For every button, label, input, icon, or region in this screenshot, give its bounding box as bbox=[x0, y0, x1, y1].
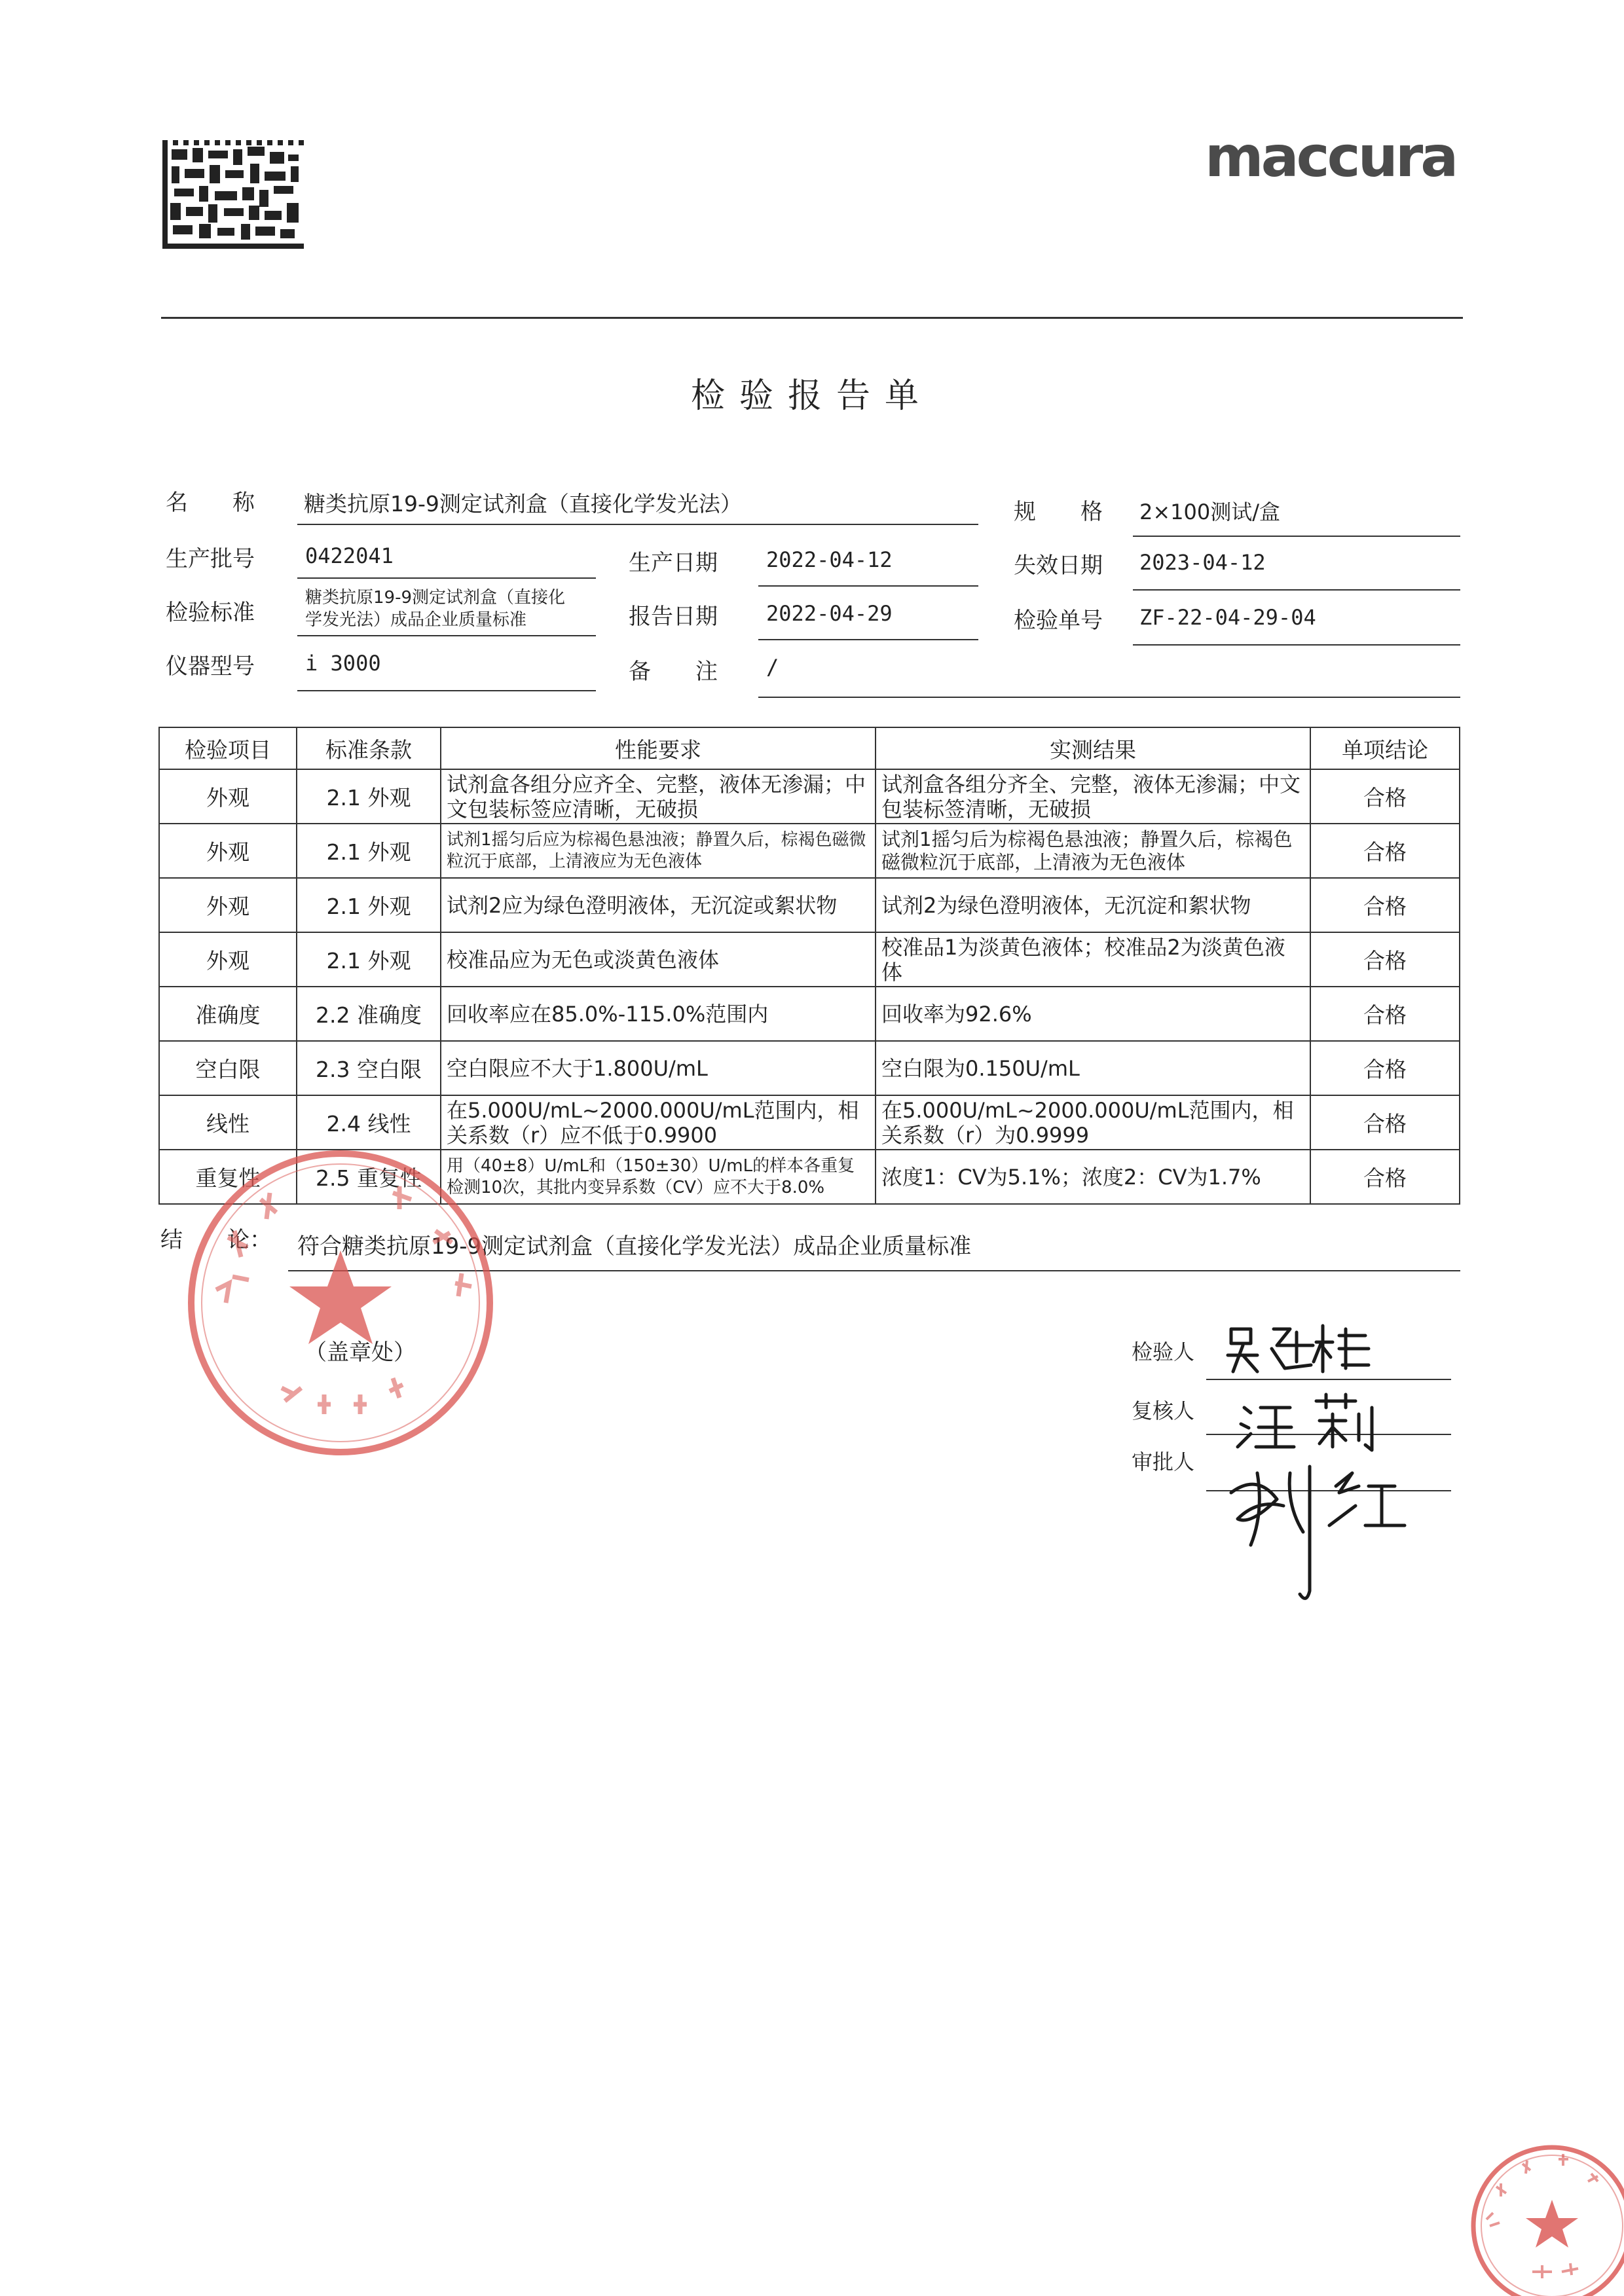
table-row bbox=[159, 1041, 1460, 1095]
table-header-row bbox=[159, 727, 1460, 769]
report-no-label: 检验单号 bbox=[1014, 608, 1103, 634]
cell-requirement: 试剂盒各组分应齐全、完整，液体无渗漏；中文包装标签应清晰，无破损 bbox=[441, 769, 876, 824]
cell-requirement: 校准品应为无色或淡黄色液体 bbox=[441, 932, 876, 987]
cell-result: 校准品1为淡黄色液体；校准品2为淡黄色液体 bbox=[876, 932, 1310, 987]
name-label: 名 称 bbox=[166, 490, 255, 516]
table-row bbox=[159, 824, 1460, 878]
spec-underline bbox=[1133, 536, 1460, 537]
report-no-value: ZF-22-04-29-04 bbox=[1139, 605, 1316, 630]
cell-verdict: 合格 bbox=[1310, 769, 1460, 824]
remark-value: / bbox=[766, 655, 779, 680]
cell-verdict: 合格 bbox=[1310, 878, 1460, 932]
cell-verdict: 合格 bbox=[1310, 1150, 1460, 1204]
cell-item: 外观 bbox=[159, 824, 297, 878]
prod-date-value: 2022-04-12 bbox=[766, 547, 893, 572]
cell-result: 浓度1：CV为5.1%；浓度2：CV为1.7% bbox=[876, 1150, 1310, 1204]
report-date-underline bbox=[758, 639, 978, 640]
standard-value-line1: 糖类抗原19-9测定试剂盒（直接化 bbox=[305, 588, 566, 608]
instrument-underline bbox=[297, 690, 596, 691]
standard-underline bbox=[297, 635, 596, 636]
cell-clause: 2.5 重复性 bbox=[297, 1150, 441, 1204]
remark-underline bbox=[758, 697, 1460, 698]
table-row bbox=[159, 932, 1460, 987]
cell-item: 外观 bbox=[159, 932, 297, 987]
conclusion-value: 符合糖类抗原19-9测定试剂盒（直接化学发光法）成品企业质量标准 bbox=[297, 1233, 972, 1260]
standard-value-line2: 学发光法）成品企业质量标准 bbox=[305, 610, 527, 630]
cell-verdict: 合格 bbox=[1310, 1041, 1460, 1095]
approver-label: 审批人 bbox=[1132, 1449, 1195, 1474]
cell-result: 回收率为92.6% bbox=[876, 987, 1310, 1041]
spec-value: 2×100测试/盒 bbox=[1139, 500, 1281, 524]
inspection-seal bbox=[1467, 2141, 1624, 2296]
expiry-underline bbox=[1133, 589, 1460, 591]
cell-requirement: 回收率应在85.0%-115.0%范围内 bbox=[441, 987, 876, 1041]
inspection-table bbox=[158, 727, 1460, 1205]
header-divider bbox=[161, 317, 1463, 319]
batch-underline bbox=[297, 577, 596, 579]
cell-result: 试剂1摇匀后为棕褐色悬浊液；静置久后，棕褐色磁微粒沉于底部，上清液为无色液体 bbox=[876, 824, 1310, 878]
handwritten-signatures bbox=[1218, 1309, 1467, 1611]
cell-verdict: 合格 bbox=[1310, 1095, 1460, 1150]
conclusion-label: 结 论： bbox=[160, 1227, 272, 1253]
header-item: 检验项目 bbox=[159, 727, 297, 769]
name-underline bbox=[297, 524, 978, 525]
batch-label: 生产批号 bbox=[166, 546, 255, 572]
cell-item: 外观 bbox=[159, 878, 297, 932]
cell-requirement: 在5.000U/mL~2000.000U/mL范围内，相关系数（r）应不低于0.9900 bbox=[441, 1095, 876, 1150]
report-date-label: 报告日期 bbox=[629, 604, 718, 630]
reviewer-label: 复核人 bbox=[1132, 1398, 1195, 1423]
prod-date-underline bbox=[758, 585, 978, 587]
table-row bbox=[159, 987, 1460, 1041]
header-verdict: 单项结论 bbox=[1310, 727, 1460, 769]
spec-label: 规 格 bbox=[1014, 499, 1103, 525]
qr-code bbox=[162, 140, 304, 249]
cell-verdict: 合格 bbox=[1310, 824, 1460, 878]
remark-label: 备 注 bbox=[629, 659, 718, 685]
cell-requirement: 试剂1摇匀后应为棕褐色悬浊液；静置久后，棕褐色磁微粒沉于底部，上清液应为无色液体 bbox=[441, 824, 876, 878]
cell-requirement: 用（40±8）U/mL和（150±30）U/mL的样本各重复检测10次，其批内变异系数（CV）应不大于8.0% bbox=[441, 1150, 876, 1204]
maccura-logo: maccura bbox=[1205, 124, 1456, 190]
standard-label: 检验标准 bbox=[166, 600, 255, 626]
cell-requirement: 试剂2应为绿色澄明液体，无沉淀或絮状物 bbox=[441, 878, 876, 932]
cell-result: 空白限为0.150U/mL bbox=[876, 1041, 1310, 1095]
cell-clause: 2.4 线性 bbox=[297, 1095, 441, 1150]
instrument-label: 仪器型号 bbox=[166, 653, 255, 680]
header-clause: 标准条款 bbox=[297, 727, 441, 769]
report-no-underline bbox=[1133, 644, 1460, 646]
page-title: 检验报告单 bbox=[690, 376, 933, 416]
cell-clause: 2.1 外观 bbox=[297, 878, 441, 932]
cell-item: 重复性 bbox=[159, 1150, 297, 1204]
cell-item: 空白限 bbox=[159, 1041, 297, 1095]
table-row bbox=[159, 878, 1460, 932]
cell-item: 外观 bbox=[159, 769, 297, 824]
cell-result: 试剂盒各组分齐全、完整，液体无渗漏；中文包装标签清晰，无破损 bbox=[876, 769, 1310, 824]
report-date-value: 2022-04-29 bbox=[766, 601, 893, 626]
expiry-value: 2023-04-12 bbox=[1139, 550, 1266, 575]
cell-clause: 2.1 外观 bbox=[297, 824, 441, 878]
cell-requirement: 空白限应不大于1.800U/mL bbox=[441, 1041, 876, 1095]
cell-result: 在5.000U/mL~2000.000U/mL范围内，相关系数（r）为0.9999 bbox=[876, 1095, 1310, 1150]
cell-clause: 2.3 空白限 bbox=[297, 1041, 441, 1095]
table-row bbox=[159, 769, 1460, 824]
header-requirement: 性能要求 bbox=[441, 727, 876, 769]
batch-value: 0422041 bbox=[305, 543, 394, 568]
cell-verdict: 合格 bbox=[1310, 932, 1460, 987]
expiry-label: 失效日期 bbox=[1014, 553, 1103, 579]
cell-verdict: 合格 bbox=[1310, 987, 1460, 1041]
cell-item: 线性 bbox=[159, 1095, 297, 1150]
prod-date-label: 生产日期 bbox=[629, 550, 718, 576]
header-result: 实测结果 bbox=[876, 727, 1310, 769]
company-stamp bbox=[177, 1139, 504, 1467]
cell-clause: 2.1 外观 bbox=[297, 769, 441, 824]
cell-clause: 2.2 准确度 bbox=[297, 987, 441, 1041]
cell-clause: 2.1 外观 bbox=[297, 932, 441, 987]
inspector-label: 检验人 bbox=[1132, 1339, 1195, 1364]
instrument-value: i 3000 bbox=[305, 651, 381, 676]
cell-item: 准确度 bbox=[159, 987, 297, 1041]
cell-result: 试剂2为绿色澄明液体，无沉淀和絮状物 bbox=[876, 878, 1310, 932]
name-value: 糖类抗原19-9测定试剂盒（直接化学发光法） bbox=[304, 491, 742, 517]
stamp-area-label: （盖章处） bbox=[304, 1339, 416, 1366]
